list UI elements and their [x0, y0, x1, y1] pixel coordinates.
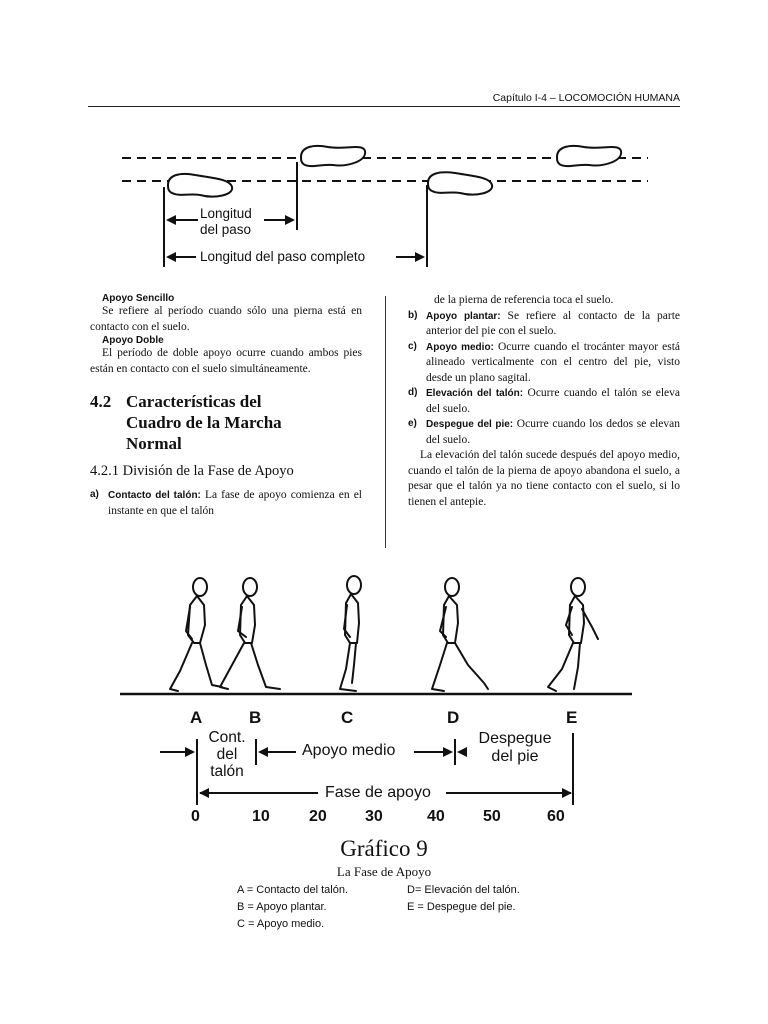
tick-10: 10 [252, 808, 270, 825]
step-length-label-line1: Longitud [200, 206, 252, 221]
cont-talon-line2: del [216, 746, 238, 763]
walking-figure-a [170, 578, 222, 691]
right-column [408, 293, 680, 510]
list-item-b-text: Se refiere al contacto de la parte anterior del pie con el suelo. [426, 309, 680, 337]
list-item-a-label: a) [90, 489, 99, 500]
step-length-label-line2: del paso [200, 222, 252, 237]
legend-item-a: A = Contacto del talón. [237, 884, 348, 896]
list-item-a-text: La fase de apoyo comienza en el instante en que el talón [108, 489, 362, 517]
apoyo-sencillo-title: Apoyo Sencillo [102, 293, 175, 304]
list-item-d [408, 386, 680, 417]
phase-letter-e: E [566, 708, 578, 727]
legend-item-e: E = Despegue del pie. [407, 901, 516, 913]
list-item-b-title: Apoyo plantar: [426, 310, 501, 322]
legend-item-b: B = Apoyo plantar. [237, 901, 327, 913]
list-item-b-body [426, 309, 680, 340]
step-length-label [200, 206, 252, 238]
section-title-line2: Cuadro de la Marcha [126, 413, 282, 432]
section-title-line3: Normal [126, 434, 182, 453]
chapter-header: Capítulo I-4 – LOCOMOCIÓN HUMANA [492, 92, 680, 104]
heel-rise-paragraph: La elevación del talón sucede después del apoyo medio, cuando el talón de la pierna de apoyo abandona el suelo, a pesar que el talón ya no tiene contacto con el suelo, si lo tienen el antepie. [408, 449, 680, 508]
footprint-3 [428, 172, 492, 194]
list-item-e-body [426, 417, 680, 448]
fase-apoyo-label: Fase de apoyo [325, 784, 431, 801]
list-item-e-text: Ocurre cuando los dedos se elevan del suelo. [426, 418, 681, 446]
subsection-title: 4.2.1 División de la Fase de Apoyo [90, 463, 294, 479]
tick-20: 20 [309, 808, 327, 825]
legend-item-d: D= Elevación del talón. [407, 884, 520, 896]
list-item-c-body [426, 340, 680, 387]
phase-letter-d: D [447, 708, 460, 727]
list-item-b-label: b) [408, 309, 418, 321]
tick-50: 50 [483, 808, 501, 825]
phase-letter-a: A [190, 708, 203, 727]
cont-talon-label [202, 729, 252, 780]
footprint-2 [301, 146, 365, 166]
walking-figure-c [340, 576, 361, 691]
list-item-e-title: Despegue del pie: [426, 419, 514, 430]
column-divider [385, 296, 386, 548]
legend-right [407, 882, 520, 916]
list-item-d-label: d) [408, 387, 418, 398]
list-item-d-text: Ocurre cuando el talón se eleva del suelo. [426, 387, 681, 415]
walking-figure-b [220, 578, 280, 689]
apoyo-medio-label: Apoyo medio [302, 742, 396, 759]
list-item-a-title: Contacto del talón: [108, 490, 201, 501]
despegue-line2: del pie [491, 748, 539, 765]
figure-title: Gráfico 9 [340, 836, 428, 861]
footprint-4 [557, 146, 621, 166]
list-item-c-label: c) [408, 340, 417, 352]
list-item-a-body [108, 488, 362, 519]
despegue-label [470, 730, 560, 766]
phase-letter-c: C [341, 708, 354, 727]
walking-figure-d [432, 578, 488, 691]
section-number: 4.2 [90, 392, 112, 411]
list-item-d-body [426, 386, 680, 417]
tick-40: 40 [427, 808, 445, 825]
apoyo-doble-title: Apoyo Doble [102, 335, 164, 346]
list-item-c [408, 340, 680, 387]
section-heading [90, 391, 362, 454]
cont-talon-line1: Cont. [208, 729, 246, 746]
legend-item-c: C = Apoyo medio. [237, 918, 325, 930]
list-item-c-title: Apoyo medio: [426, 341, 494, 353]
phase-letter-b: B [249, 708, 262, 727]
left-column [90, 293, 362, 519]
tick-0: 0 [191, 808, 200, 825]
walking-figure-e [548, 578, 598, 691]
footprint-1 [168, 174, 232, 197]
section-title [126, 391, 282, 454]
list-item-d-title: Elevación del talón: [426, 388, 524, 399]
despegue-line1: Despegue [478, 730, 552, 747]
section-title-line1: Características del [126, 392, 262, 411]
list-item-b [408, 309, 680, 340]
walking-figures [170, 576, 598, 691]
list-item-e [408, 417, 680, 448]
list-item-c-text: Ocurre cuando el trocánter mayor está alineado verticalmente con el centro del pie, visto desde un plano sagital. [426, 340, 680, 384]
list-item-e-label: e) [408, 418, 417, 429]
tick-30: 30 [365, 808, 383, 825]
tick-60: 60 [547, 808, 565, 825]
stride-length-label: Longitud del paso completo [200, 249, 366, 264]
apoyo-doble-text: El período de doble apoyo ocurre cuando ambos pies están en contacto con el suelo simultáneamente. [90, 347, 362, 375]
list-item-a [90, 488, 362, 519]
list-item-a-continued: de la pierna de referencia toca el suelo. [434, 294, 614, 306]
apoyo-sencillo-text: Se refiere al período cuando sólo una pierna está en contacto con el suelo. [90, 305, 362, 333]
legend-left [237, 882, 348, 933]
cont-talon-line3: talón [210, 763, 244, 780]
figure-subtitle: La Fase de Apoyo [336, 864, 432, 879]
header-rule [88, 106, 680, 107]
step-length-diagram [0, 135, 768, 275]
